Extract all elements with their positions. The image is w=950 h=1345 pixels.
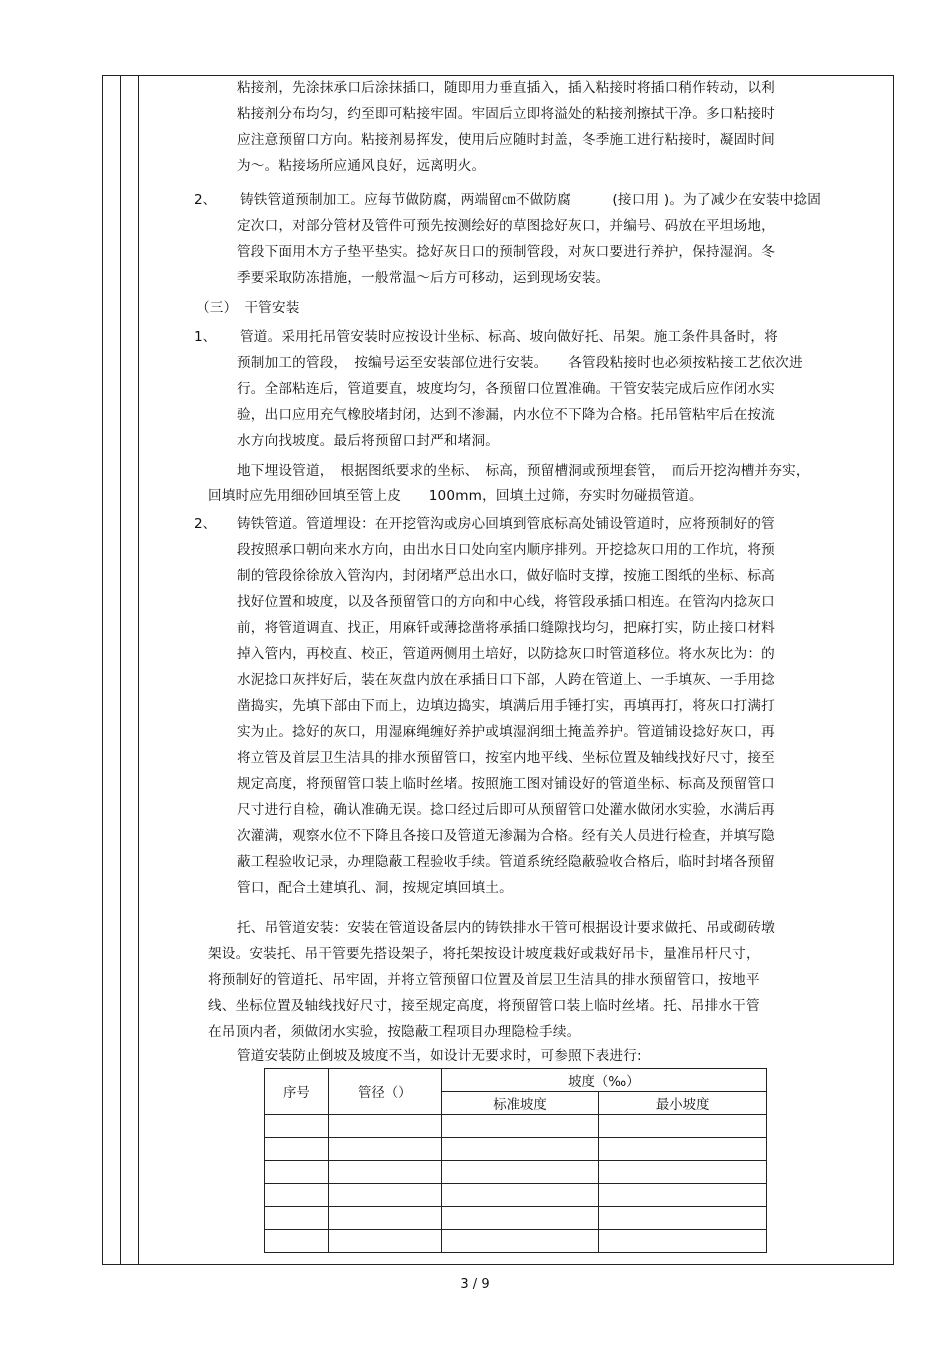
text-line: 行。全部粘连后，管道要直，坡度均匀，各预留口位置准确。干管安装完成后应作闭水实 [237,381,775,397]
text-line: 为～。粘接场所应通风良好，远离明火。 [237,158,486,174]
text-line: 铸铁管道预制加工。应每节做防腐，两端留㎝不做防腐 (接口用 )。为了减少在安装中捻固 [240,192,822,208]
text-line: 管道。采用托吊管安装时应按设计坐标、标高、坡向做好托、吊架。施工条件具备时，将 [240,329,778,345]
frame-divider-2 [138,75,139,1265]
text-line: 地下埋设管道， 根据图纸要求的坐标、 标高，预留槽洞或预埋套管， 而后开挖沟槽并夯实， [237,463,810,479]
text-line: 管道安装防止倒坡及坡度不当，如设计无要求时，可参照下表进行: [237,1048,642,1064]
header-diameter: 管径（） [328,1069,441,1115]
table-row [265,1230,767,1253]
text-line: 架设。安装托、吊干管要先搭设架子，将托架按设计坡度栽好或栽好吊卡，量准吊杆尺寸， [208,946,760,962]
text-line: 次灌满，观察水位不下降且各接口及管道无渗漏为合格。经有关人员进行检查，并填写隐 [237,828,775,844]
text-line: 铸铁管道。管道埋设：在开挖管沟或房心回填到管底标高处铺设管道时，应将预制好的管 [237,516,775,532]
text-line: 验，出口应用充气橡胶堵封闭，达到不渗漏，内水位不下降为合格。托吊管粘牢后在按流 [237,407,775,423]
item-number: 2、 [194,192,217,208]
text-line: 水泥捻口灰拌好后，装在灰盘内放在承插日口下部，人跨在管道上、一手填灰、一手用捻 [237,672,775,688]
text-line: 凿捣实，先填下部由下而上，边填边捣实，填满后用手锤打实，再填再打，将灰口打满打 [237,698,775,714]
text-line: 段按照承口朝向来水方向，由出水日口处向室内顺序排列。开挖捻灰口用的工作坑，将预 [237,542,775,558]
text-line: 实为止。捻好的灰口，用湿麻绳缠好养护或填湿润细土掩盖养护。管道铺设捻好灰口，再 [237,724,775,740]
text-line: 管段下面用木方子垫平垫实。捻好灰日口的预制管段，对灰口要进行养护，保持湿润。冬 [237,244,775,260]
text-line: 掉入管内，再校直、校正，管道两侧用土培好，以防捻灰口时管道移位。将水灰比为：的 [237,646,775,662]
text-line: 季要采取防冻措施，一般常温～后方可移动，运到现场安装。 [237,270,610,286]
text-line: 规定高度，将预留管口装上临时丝堵。按照施工图对铺设好的管道坐标、标高及预留管口 [237,776,775,792]
text-line: 管口，配合土建填孔、洞，按规定填回填土。 [237,880,513,896]
header-standard-slope: 标准坡度 [441,1092,599,1115]
text-line: 粘接剂分布均匀，约至即可粘接牢固。牢固后立即将溢处的粘接剂擦拭干净。多口粘接时 [237,106,775,122]
text-line: 粘接剂，先涂抹承口后涂抹插口，随即用力垂直插入，插入粘接时将插口稍作转动，以利 [237,80,775,96]
item-number: 2、 [194,516,217,532]
text-line: 托、吊管道安装：安装在管道设备层内的铸铁排水干管可根据设计要求做托、吊或砌砖墩 [237,920,775,936]
text-line: 尺寸进行自检，确认准确无误。捻口经过后即可从预留管口处灌水做闭水实验，水满后再 [237,802,775,818]
frame-divider-1 [120,75,121,1265]
text-line: 在吊顶内者，须做闭水实验，按隐蔽工程项目办理隐检手续。 [208,1024,581,1040]
item-number: 1、 [194,329,217,345]
text-line: 水方向找坡度。最后将预留口封严和堵洞。 [237,433,500,449]
text-line: 将立管及首层卫生洁具的排水预留管口，按室内地平线、坐标位置及轴线找好尺寸，接至 [237,750,775,766]
header-slope: 坡度（‰） [441,1069,766,1092]
slope-table [264,1068,767,1253]
table-row [265,1161,767,1184]
text-line: 蔽工程验收记录，办理隐蔽工程验收手续。管道系统经隐蔽验收合格后，临时封堵各预留 [237,854,775,870]
text-line: 线、坐标位置及轴线找好尺寸，接至规定高度，将预留管口装上临时丝堵。托、吊排水干管 [208,998,760,1014]
header-seq: 序号 [265,1069,329,1115]
text-line: 预制加工的管段， 按编号运至安装部位进行安装。 各管段粘接时也必须按粘接工艺依次进 [237,355,803,371]
text-line: 找好位置和坡度，以及各预留管口的方向和中心线，将管段承插口相连。在管沟内捻灰口 [237,594,775,610]
table-row [265,1184,767,1207]
text-line: 应注意预留口方向。粘接剂易挥发，使用后应随时封盖，冬季施工进行粘接时，凝固时间 [237,132,775,148]
header-min-slope: 最小坡度 [599,1092,767,1115]
text-line: 制的管段徐徐放入管沟内，封闭堵严总出水口，做好临时支撑，按施工图纸的坐标、标高 [237,568,775,584]
page-number: 3 / 9 [460,1277,490,1292]
text-line: 定次口，对部分管材及管件可预先按测绘好的草图捻好灰口，并编号、码放在平坦场地， [237,218,775,234]
text-line: 前，将管道调直、找正，用麻钎或薄捻凿将承插口缝隙找均匀，把麻打实，防止接口材料 [237,620,775,636]
table-row [265,1207,767,1230]
text-line: 回填时应先用细砂回填至管上皮 100mm，回填土过筛，夯实时勿碰损管道。 [208,488,703,504]
section-heading: （三） 干管安装 [196,300,300,316]
table-row [265,1115,767,1138]
text-line: 将预制好的管道托、吊牢固，并将立管预留口位置及首层卫生洁具的排水预留管口，按地平 [208,972,760,988]
table-row [265,1138,767,1161]
